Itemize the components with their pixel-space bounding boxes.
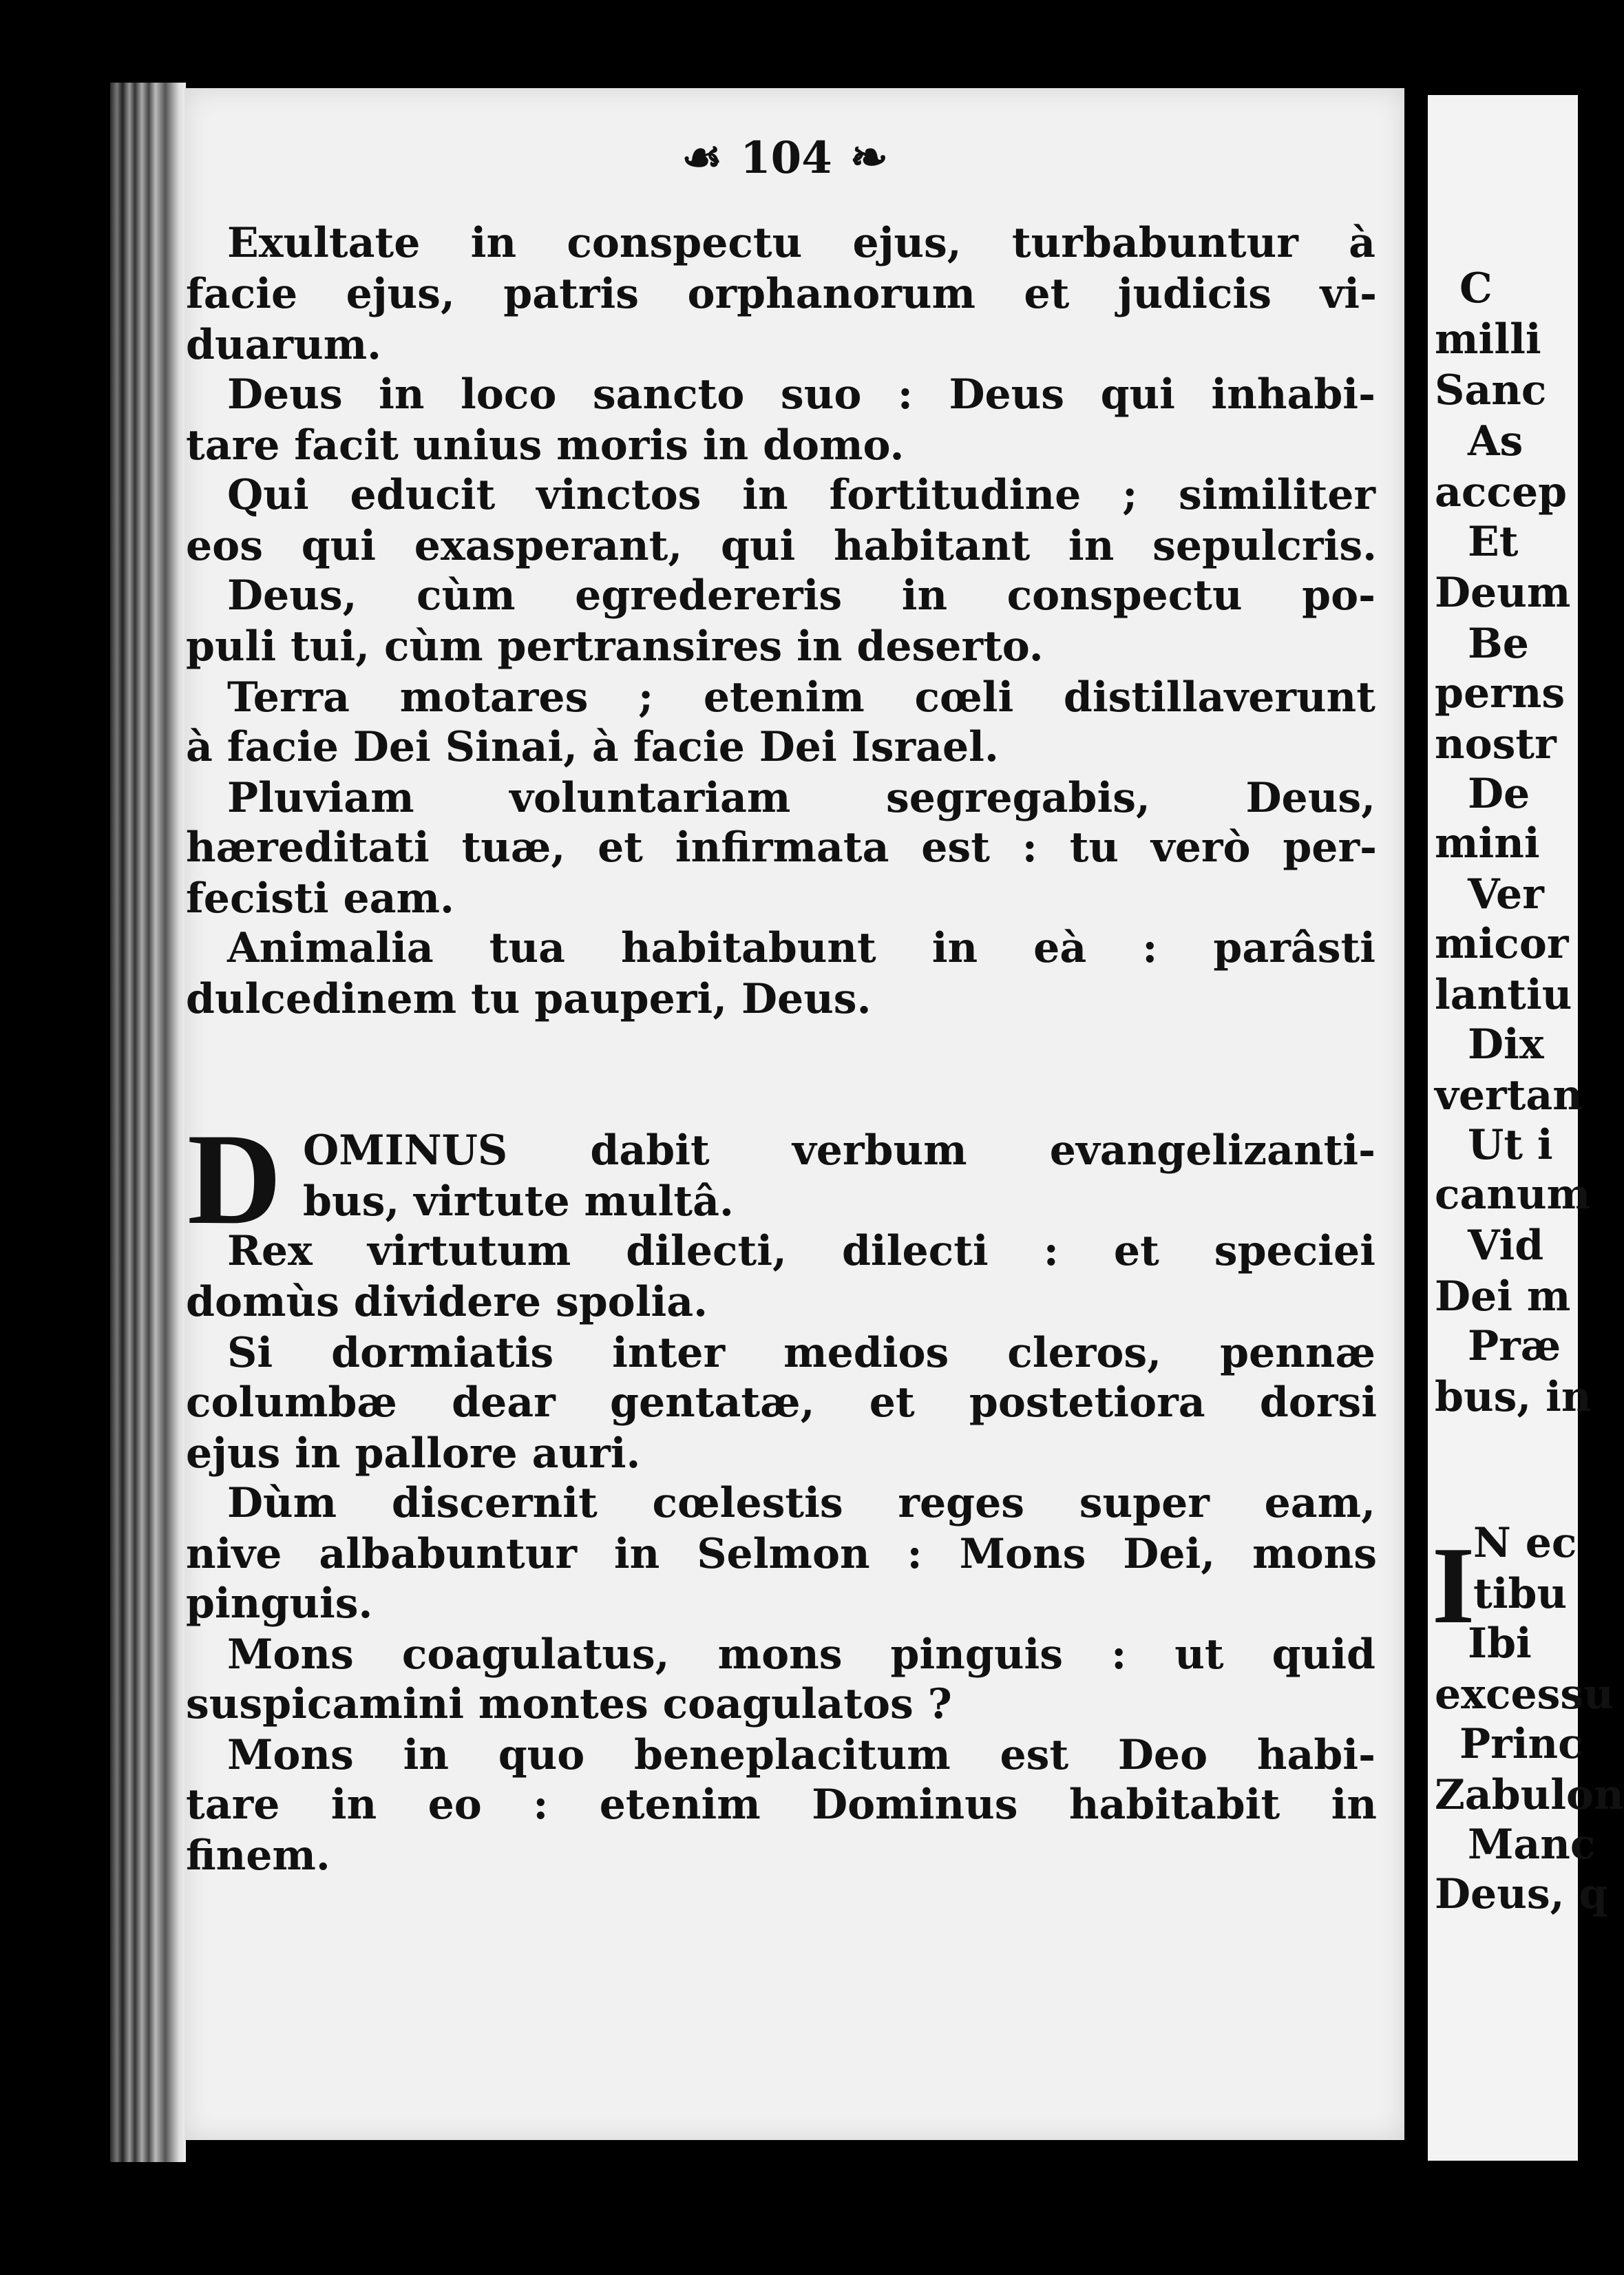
text-line: lantiu [1435,971,1572,1019]
text-line: Animalia tua habitabunt in eà : parâsti [227,924,1375,972]
text-line: puli tui, cùm pertransires in deserto. [186,622,1044,671]
text-line: eos qui exasperant, qui habitant in sepulcris. [186,522,1377,570]
text-line: As [1468,417,1523,465]
text-line: vertan [1435,1071,1583,1120]
text-line: Deum [1435,569,1571,617]
text-line: facie ejus, patris orphanorum et judicis vi- [186,270,1377,318]
running-head [186,129,1384,186]
text-line: bus, virtute multâ. [303,1177,734,1226]
text-line: finem. [186,1832,330,1880]
text-line: mini [1435,819,1540,868]
text-line: pinguis. [186,1580,373,1628]
text-line: nive albabuntur in Selmon : Mons Dei, mons [186,1530,1377,1578]
text-line: micor [1435,920,1569,968]
text-line: Dix [1468,1020,1544,1069]
text-line: milli [1435,315,1541,364]
text-line: tare in eo : etenim Dominus habitabit in [186,1781,1377,1829]
text-line: dulcedinem tu pauperi, Deus. [186,975,872,1023]
text-line: Princ [1459,1720,1583,1768]
text-line: accep [1435,468,1568,516]
text-line: Be [1468,620,1529,668]
text-line: Ver [1468,870,1544,919]
left-ornament-icon: ☙ [681,130,723,184]
text-line: ejus in pallore auri. [186,1429,641,1478]
text-line: suspicamini montes coagulatos ? [186,1680,952,1728]
text-line: Deus in loco sancto suo : Deus qui inhabi- [227,370,1375,419]
text-line: excessu [1435,1670,1614,1719]
text-line: hæreditati tuæ, et infirmata est : tu verò per- [186,824,1377,872]
page-number: 104 [740,132,832,184]
text-line: à facie Dei Sinai, à facie Dei Israel. [186,723,999,771]
text-line: columbæ dear gentatæ, et postetiora dorsi [186,1378,1377,1427]
text-line: Mons in quo beneplacitum est Deo habi- [227,1731,1375,1779]
book-gutter [1404,76,1428,2162]
text-line: Deus, q [1435,1870,1608,1918]
text-line: Deus, cùm egredereris in conspectu po- [227,572,1375,620]
right-ornament-icon: ❧ [850,130,889,184]
text-line: duarum. [186,321,382,369]
text-line: N ec [1473,1519,1577,1567]
text-line: Dei m [1435,1272,1571,1321]
text-line: Mons coagulatus, mons pinguis : ut quid [227,1631,1375,1679]
text-line: Vid [1468,1222,1544,1270]
right-drop-cap: I [1432,1524,1475,1646]
text-line: bus, in [1435,1373,1592,1421]
text-line: fecisti eam. [186,874,454,923]
text-line: canum [1435,1171,1591,1219]
drop-cap: D [187,1107,282,1252]
text-line: Dùm discernit cœlestis reges super eam, [227,1479,1375,1527]
text-line: Sanc [1435,366,1547,415]
text-line: Et [1468,518,1519,566]
text-line: Si dormiatis inter medios cleros, pennæ [227,1329,1375,1377]
text-line: perns [1435,669,1565,717]
text-line: Manc [1468,1821,1596,1869]
text-line: Exultate in conspectu ejus, turbabuntur à [227,219,1375,267]
text-line: C [1459,264,1493,313]
text-line: Qui educit vinctos in fortitudine ; similiter [227,471,1375,519]
text-line: Pluviam voluntariam segregabis, Deus, [227,774,1375,822]
text-line: domùs dividere spolia. [186,1278,708,1326]
text-line: Ibi [1468,1619,1532,1668]
text-line: Præ [1468,1322,1561,1370]
text-line: nostr [1435,720,1557,768]
text-line: OMINUS dabit verbum evangelizanti- [303,1126,1375,1175]
text-line: De [1468,770,1530,818]
text-line: Rex virtutum dilecti, dilecti : et speciei [227,1227,1375,1275]
text-line: tibu [1473,1570,1568,1618]
text-line: Terra motares ; etenim cœli distillaverunt [227,673,1375,722]
book-page-edges [110,83,186,2162]
text-line: Zabulon [1435,1771,1624,1819]
text-line: Ut i [1468,1121,1553,1169]
text-line: tare facit unius moris in domo. [186,421,905,470]
